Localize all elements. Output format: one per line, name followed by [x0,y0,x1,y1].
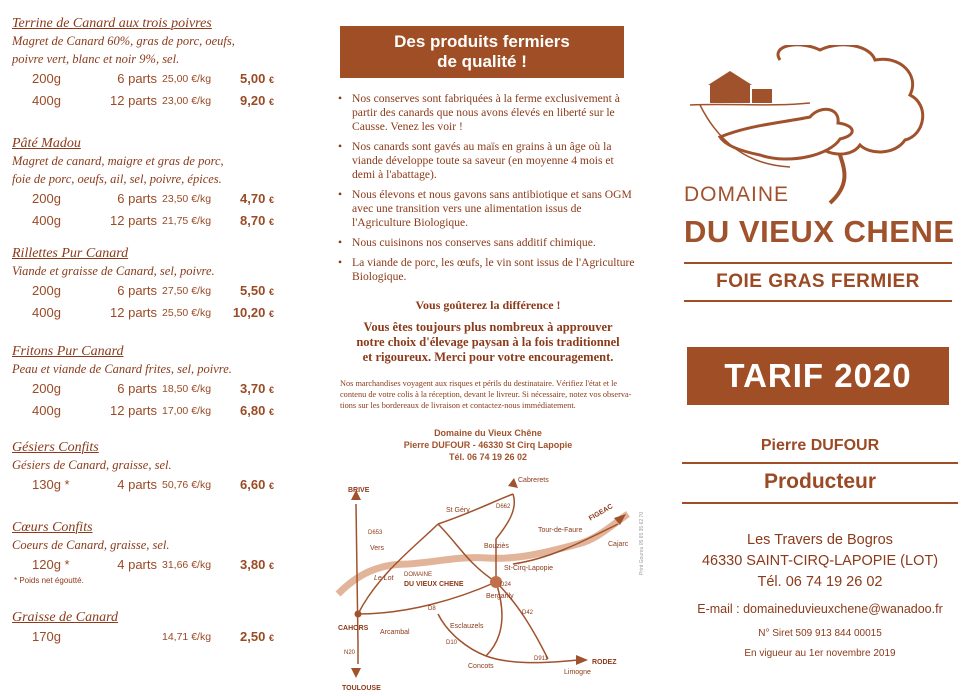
weight: 200g [32,191,61,206]
product-ingredients: foie de porc, oeufs, ail, sel, poivre, épices. [12,172,222,186]
price-row [12,474,290,496]
encourage-line: Vous êtes toujours plus nombreux à approuver [363,320,613,334]
currency: € [268,217,274,227]
road-d911: D911 [534,656,548,662]
address-phone: Tél. 06 74 19 26 02 [757,574,883,590]
weight: 130g * [32,477,70,492]
bullet-item: • Nos conserves sont fabriquées à la ferme exclusivement à partir des canards que nous avons élevés en liberté sur le Causse. Venez les voir ! [338,92,638,134]
weight: 400g [32,93,61,108]
product-block [12,246,290,324]
map-label-domaine-1: DOMAINE [404,572,433,578]
price-per-kg: 23,00 €/kg [162,95,212,107]
shipping-disclaimer [340,378,636,411]
price-row [12,554,290,576]
currency: € [268,561,274,571]
price-row [12,210,290,232]
weight: 400g [32,305,61,320]
price [240,557,274,572]
map-label-cajarc: Cajarc [608,541,629,548]
weight: 400g [32,403,61,418]
map-label-stgery: St Géry [446,507,470,514]
price-per-kg: 14,71 €/kg [162,631,212,643]
disclaimer-line: contenu de votre colis à la réception, devant le livreur. Si nécessaire, notez vos observa- [340,390,632,399]
portions: 12 parts [110,403,157,418]
bullet-item: • Nos canards sont gavés au maïs en grains à un âge où la viande développe toute sa saveur (en moyenne 4 mois et demi à l'abattage). [338,140,638,182]
product-block [12,16,290,112]
foie-gras-tagline: FOIE GRAS FERMIER [716,271,920,292]
cahors-dot [355,611,362,618]
map-label-tour: Tour-de-Faure [538,527,583,534]
price-value: 8,70 [240,213,266,228]
divider [682,462,958,464]
disclaimer-line: tions sur les bordereaux de livraison et contactez-nous immédiatement. [340,401,576,410]
price-value: 10,20 [232,305,266,320]
price-row [12,68,290,90]
product-title: Graisse de Canard [12,610,119,625]
weight: 400g [32,213,61,228]
cover-panel [660,0,980,684]
brand-domaine: DOMAINE [684,183,790,206]
weight: 200g [32,71,61,86]
weight: 200g [32,283,61,298]
portions: 6 parts [117,191,157,206]
map-label-domaine-2: DU VIEUX CHENE [404,581,464,588]
product-title: Fritons Pur Canard [12,344,124,359]
price [240,283,274,298]
price [240,71,274,86]
map-label-limogne: Limogne [564,669,591,676]
price-row [12,378,290,400]
product-ingredients: Magret de canard, maigre et gras de porc, [12,154,224,168]
quality-bullets [338,92,638,290]
map-title: Domaine du Vieux Chêne [434,428,542,438]
price-per-kg: 50,76 €/kg [162,479,212,491]
portions: 12 parts [110,213,157,228]
currency: € [268,385,274,395]
banner-line-2: de qualité ! [437,52,527,71]
price-per-kg: 25,00 €/kg [162,73,212,85]
encourage-line: notre choix d'élevage paysan à la fois traditionnel [356,335,620,349]
map-phone: Tél. 06 74 19 26 02 [448,452,528,462]
product-block [12,440,290,496]
price [240,629,274,644]
product-title: Terrine de Canard aux trois poivres [12,16,212,31]
arrow-toulouse [351,668,361,678]
road-d42: D42 [522,610,534,616]
product-block [12,136,290,232]
map-label-bouzies: Bouziès [484,543,509,550]
difference-text: Vous goûterez la différence ! [415,298,561,312]
currency: € [268,407,274,417]
price-row [12,400,290,422]
quality-banner [340,26,624,78]
product-ingredients: Gésiers de Canard, graisse, sel. [12,458,172,472]
price-row [12,626,290,648]
price-value: 4,70 [240,191,266,206]
product-title: Gésiers Confits [12,440,99,455]
river-lot [338,514,628,594]
bullet-item: • La viande de porc, les œufs, le vin sont issus de l'Agriculture Biologique. [338,256,638,284]
product-ingredients: Magret de Canard 60%, gras de porc, oeufs, [12,34,235,48]
price-per-kg: 31,66 €/kg [162,559,212,571]
price-value: 3,70 [240,381,266,396]
price-per-kg: 25,50 €/kg [162,307,212,319]
currency: € [268,195,274,205]
email-link[interactable]: E-mail : domaineduvieuxchene@wanadoo.fr [697,602,943,616]
map-owner: Pierre DUFOUR - 46330 St Cirq Lapopie [403,440,573,450]
product-ingredients: Viande et graisse de Canard, sel, poivre. [12,264,215,278]
map-label-vers: Vers [370,545,385,552]
bullet-item: • Nous cuisinons nos conserves sans additif chimique. [338,236,638,250]
price-row [12,302,290,324]
price-value: 6,80 [240,403,266,418]
tarif-banner: TARIF 2020 [687,347,949,405]
disclaimer-line: Nos marchandises voyagent aux risques et périls du destinataire. Vérifiez l'état et le [340,379,618,388]
price-value: 6,60 [240,477,266,492]
weight: 120g * [32,557,70,572]
portions: 6 parts [117,381,157,396]
divider [684,262,952,264]
map-label-concots: Concots [468,663,494,670]
access-map [318,428,650,692]
encourage-line: et rigoureux. Merci pour votre encouragement. [362,350,614,364]
price-list-panel [0,0,300,684]
encouragement-text [338,320,638,365]
map-label-toulouse: TOULOUSE [342,685,381,692]
product-ingredients: Coeurs de Canard, graisse, sel. [12,538,170,552]
map-label-figeac: FIGEAC [587,503,615,523]
price-per-kg: 21,75 €/kg [162,215,212,227]
road-d8: D8 [428,606,436,612]
price [240,191,274,206]
siret-number: N° Siret 509 913 844 00015 [758,628,882,639]
product-block [12,520,290,586]
price-row [12,280,290,302]
bullet-item: • Nous élevons et nous gavons sans antibiotique et sans OGM avec une transition vers une alimentation issus de l'Agriculture Biologique. [338,188,638,230]
currency: € [268,75,274,85]
road-n20: N20 [344,650,356,656]
road-d662: D662 [496,504,511,510]
arrow-rodez [576,655,588,665]
printer-credit: Print Gourou 05 65 35 62 70 [639,511,645,575]
portions: 6 parts [117,283,157,298]
price [233,305,274,320]
validity-date: En vigueur au 1er novembre 2019 [744,648,896,659]
product-ingredients: Peau et viande de Canard frites, sel, poivre. [12,362,232,376]
weight: 170g [32,629,61,644]
product-title: Pâté Madou [12,136,81,151]
portions: 12 parts [110,305,157,320]
product-title: Rillettes Pur Canard [12,246,129,261]
product-title: Cœurs Confits [12,520,93,535]
portions: 6 parts [117,71,157,86]
map-label-cabrerets: Cabrerets [518,477,549,484]
map-label-brive: BRIVE [348,487,370,494]
product-block [12,344,290,422]
map-label-cahors: CAHORS [338,625,369,632]
price [240,403,274,418]
price-value: 5,50 [240,283,266,298]
currency: € [268,633,274,643]
price [240,213,274,228]
arrow-cabrerets [508,478,518,488]
currency: € [268,97,274,107]
price [240,477,274,492]
oak-duck-logo-icon [680,45,960,205]
currency: € [268,481,274,491]
map-label-rodez: RODEZ [592,659,617,666]
price [240,93,274,108]
price-value: 5,00 [240,71,266,86]
map-label-esclauzels: Esclauzels [450,623,484,630]
banner-line-1: Des produits fermiers [394,32,570,51]
price [240,381,274,396]
price-per-kg: 23,50 €/kg [162,193,212,205]
price-row [12,188,290,210]
road-map [318,464,650,696]
farmhouse-icon [708,71,772,103]
info-panel [318,0,650,692]
product-block [12,610,290,648]
divider [684,300,952,302]
producer-role: Producteur [763,470,876,493]
road-d653: D653 [368,530,383,536]
map-label-stcirq: St-Cirq-Lapopie [504,565,554,572]
brand-vieux-chene: DU VIEUX CHENE [684,214,955,249]
price-per-kg: 18,50 €/kg [162,383,212,395]
producer-name: Pierre DUFOUR [760,437,880,454]
divider [682,502,958,504]
portions: 12 parts [110,93,157,108]
portions: 4 parts [117,477,157,492]
map-label-bergerie: Bergarily [486,593,514,600]
price-value: 3,80 [240,557,266,572]
price-value: 2,50 [240,629,266,644]
road-d24: D24 [500,582,512,588]
price-per-kg: 27,50 €/kg [162,285,212,297]
address-city: 46330 SAINT-CIRQ-LAPOPIE (LOT) [701,553,939,569]
price-per-kg: 17,00 €/kg [162,405,212,417]
currency: € [268,309,274,319]
portions: 4 parts [117,557,157,572]
map-label-lot: Le Lot [374,575,394,582]
roads [356,494,618,664]
address-line: Les Travers de Bogros [747,532,893,548]
price-value: 9,20 [240,93,266,108]
currency: € [268,287,274,297]
map-label-arcambal: Arcambal [380,629,410,636]
price-row [12,90,290,112]
footnote: * Poids net égoutté. [14,576,84,585]
weight: 200g [32,381,61,396]
product-ingredients: poivre vert, blanc et noir 9%, sel. [12,52,180,66]
road-d10: D10 [446,640,458,646]
